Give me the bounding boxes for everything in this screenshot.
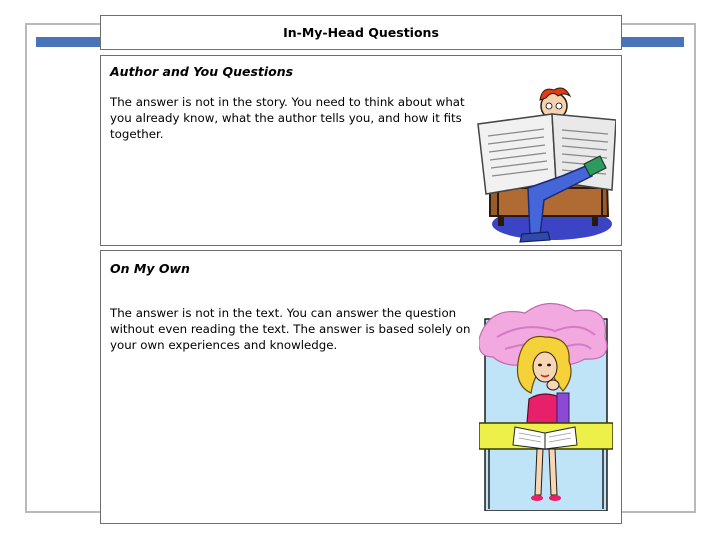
daydreamer-illustration — [479, 299, 613, 511]
section-body: The answer is not in the text. You can answer the question without even reading the text. The answer is based solely on your own experiences and knowledge. — [110, 306, 471, 352]
section-on-my-own — [100, 250, 622, 524]
page-title: In-My-Head Questions — [283, 25, 439, 40]
reader-illustration — [476, 84, 616, 244]
section-heading: On My Own — [110, 261, 190, 276]
accent-bar-right — [620, 37, 684, 47]
accent-bar-left — [36, 37, 102, 47]
section-author-and-you — [100, 55, 622, 246]
section-body: The answer is not in the story. You need to think about what you already know, what the author tells you, and how it fits together. — [110, 95, 465, 141]
title-box — [100, 15, 622, 50]
section-heading: Author and You Questions — [110, 64, 294, 79]
